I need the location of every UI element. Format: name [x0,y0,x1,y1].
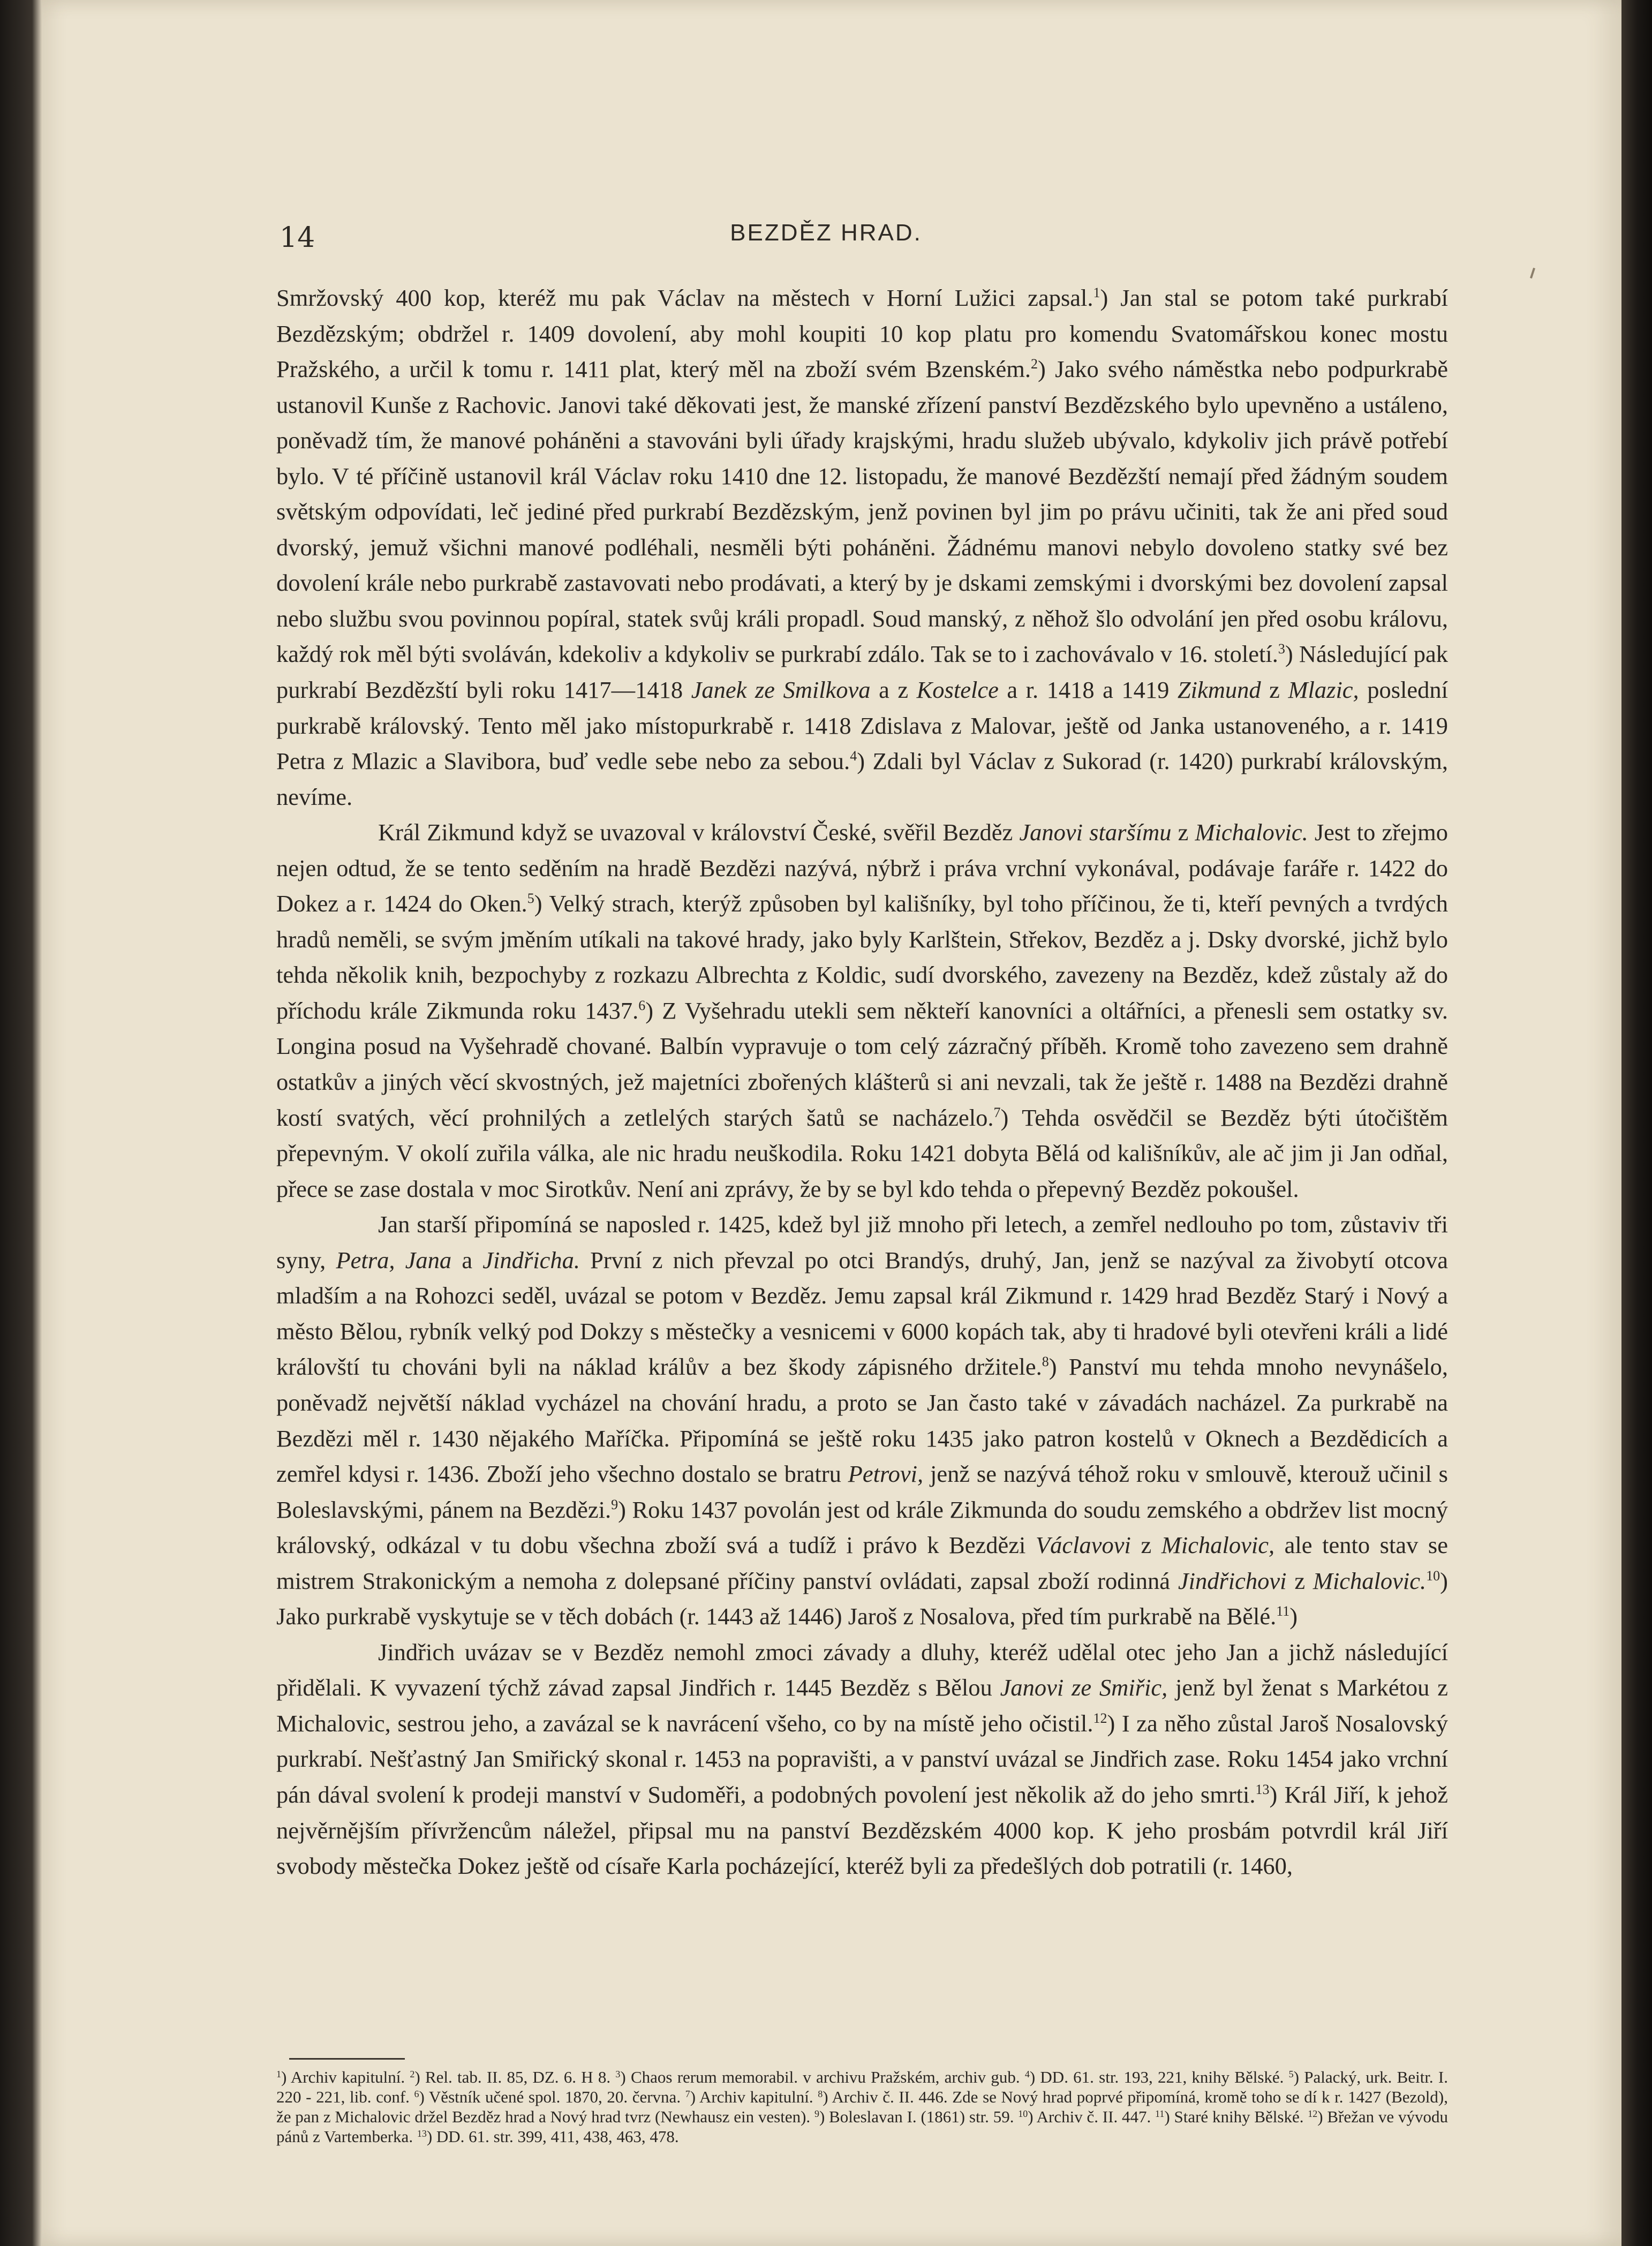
footnote-reference: 13 [417,2128,427,2139]
text-run: a [451,1246,483,1273]
footnote-divider [289,2058,405,2060]
text-run: z [1286,1567,1313,1594]
body-text [276,280,1448,1884]
text-run: ) Roku 1437 povolán jest od krále Zikmunda do soudu zemského a obdržev list mocný královský, odkázal v tu dobu všechna zboží svá a tudíž i právo k Bezdězi [276,1496,1448,1559]
footnotes [276,2067,1448,2146]
footnote-reference: 3 [1278,641,1285,657]
footnote-reference: 2 [1031,356,1038,372]
footnote-reference: 4 [850,748,857,764]
italic-name: Zikmund [1177,676,1261,704]
footnote-reference: 4 [1024,2069,1030,2079]
italic-name: Janovi ze Smiřic, [1000,1674,1168,1701]
text-run: ) Tehda osvědčil se Bezděz býti útočištěm přepevným. V okolí zuřila válka, ale nic hradu neuškodila. Roku 1421 dobyta Bělá od kališníkův, ale ač jim ji Jan odňal, přece se zase dostala v moc Sirotkův. Není ani zprávy, že by se byl kdo tehda o přepevný Bezděz pokoušel. [276,1104,1448,1202]
footnote-reference: 8 [818,2089,823,2099]
footnote-reference: 9 [814,2108,819,2119]
italic-name: Petrovi, [848,1460,924,1488]
text-run: ) Velký strach, kterýž způsoben byl kališníky, byl toho příčinou, že ti, kteří pevných a tvrdých hradů neměli, se svým jměním utíkali na takové hrady, jako byly Karlštein, Střekov, Bezděz a j. Dsky dvorské, jichž bylo tehda několik knih, bezpochyby z rozkazu Albrechta z Koldic, sudí dvorského, zavezeny na Bezděz, kdež zůstaly až do příchodu krále Zikmunda roku 1437. [276,890,1448,1024]
footnote-reference: 7 [685,2089,690,2099]
text-run: ) Jako svého náměstka nebo podpurkrabě ustanovil Kunše z Rachovic. Janovi také děkovati jest, že manské zřízení panství Bezdězského bylo upevněno a ustáleno, poněvadž tím, že manové poháněni a stavováni byli úřady krajskými, hradu služeb ubývalo, kdykoliv jich právě potřebí bylo. V té příčině ustanovil král Václav roku 1410 dne 12. listopadu, že manové Bezdězští nemají před žádným soudem světským odpovídati, leč jediné před purkrabí Bezdězským, jenž povinen byl jim po právu učiniti, tak že ani před soud dvorský, jemuž všichni manové podléhali, nesměli býti poháněni. Žádnému manovi nebylo dovoleno statky své bez dovolení krále nebo purkrabě zastavovati nebo prodávati, a který by je dskami zemskými i dvorskými bez dovolení zapsal nebo službu svou povinnou popíral, statek svůj králi propadl. Soud manský, z něhož šlo odvolání jen před osobu královu, každý rok měl býti svoláván, kdekoliv a kdykoliv se purkrabí zdálo. Tak se to i zachovávalo v 16. století. [276,356,1448,668]
footnote-reference: 5 [1288,2069,1294,2079]
text-run: ) Břežan ve vývodu pánů z Vartemberka. [276,2107,1448,2146]
italic-name: Petra, Jana [336,1246,452,1273]
page-number: 14 [280,222,315,254]
book-spine-edge [1621,0,1652,2246]
footnote-reference: 1 [276,2069,281,2079]
text-run: ) Panství mu tehda mnoho nevynášelo, poněvadž největší náklad vycházel na chování hradu, a proto se Jan často také v závadách nacházel. Za purkrabě na Bezdězi měl r. 1430 nějakého Maříčka. Připomíná se ještě roku 1435 jako patron kostelů v Oknech a Bezdědicích a zemřel kdysi r. 1436. Zboží jeho všechno dostalo se bratru [276,1353,1448,1488]
text-run: ) Následující pak purkrabí Bezdězští byli roku 1417—1418 [276,640,1448,704]
italic-name: Jindřicha. [482,1246,580,1273]
text-run: ) DD. 61. str. 193, 221, knihy Bělské. [1029,2068,1289,2086]
paragraph [276,280,1448,815]
italic-name: Janovi staršímu [1019,819,1172,846]
text-run: ) Archiv kapitulní. [690,2087,818,2106]
running-title: BEZDĚZ HRAD. [730,220,922,246]
text-run: poslední purkrabě královský. Tento měl jako místopurkrabě r. 1418 Zdislava z Malovar, ještě od Janka ustanoveného, a r. 1419 Petra z Mlazic a Slavibora, buď vedle sebe nebo za sebou. [276,676,1448,775]
footnote-reference: 2 [410,2069,415,2079]
text-run: ) Rel. tab. II. 85, DZ. 6. H 8. [414,2068,616,2086]
paragraph [276,1207,1448,1634]
text-run: Jest to zřejmo nejen odtud, že se tento seděním na hradě Bezdězi nazývá, nýbrž i práva vrchní vykonával, podávaje faráře r. 1422 do Dokez a r. 1424 do Oken. [276,819,1448,917]
text-run: ) Věstník učené spol. 1870, 20. června. [419,2087,685,2106]
paragraph [276,1634,1448,1884]
text-run: ) Chaos rerum memorabil. v archivu Pražském, archiv gub. [620,2068,1025,2086]
footnote-reference: 1 [1093,285,1100,300]
italic-name: Michalovic. [1195,819,1308,846]
footnote-reference: 12 [1308,2108,1318,2119]
text-run: ) [1289,1603,1298,1630]
italic-name: Michalovic, [1161,1532,1275,1559]
italic-name: Jindřichovi [1178,1567,1287,1594]
text-run: jenž byl ženat s Markétou z Michalovic, sestrou jeho, a zavázal se k navrácení všeho, co by na místě jeho očistil. [276,1674,1448,1737]
footnote-reference: 5 [527,891,534,907]
text-run: z [1171,819,1195,846]
text-run: Smržovský 400 kop, kteréž mu pak Václav na městech v Horní Lužici zapsal. [276,284,1093,311]
text-run: ) Král Jiří, k jehož nejvěrnějším přívržencům náležel, připsal mu na panství Bezdězském 4000 kop. K jeho prosbám potvrdil král Jiří svobody městečka Dokez ještě od císaře Karla pocházející, kteréž byli za předešlých dob potratili (r. 1460, [276,1781,1449,1880]
text-run: ) Boleslavan I. (1861) str. 59. [819,2107,1019,2126]
footnote-reference: 6 [638,997,646,1013]
text-run: ) Archiv č. II. 446. Zde se Nový hrad poprvé připomíná, kromě toho se dí k r. 1427 (Bezold), že pan z Michalovic držel Bezděz hrad a Nový hrad tvrz (Newhausz ein vesten). [276,2087,1448,2126]
footnote-reference: 6 [414,2089,419,2099]
footnote-reference: 11 [1276,1603,1290,1619]
text-run: První z nich převzal po otci Brandýs, druhý, Jan, jenž se nazýval za živobytí otcova mladším a na Rohozci seděl, uvázal se potom v Bezděz. Jemu zapsal král Zikmund r. 1429 hrad Bezděz Starý i Nový a město Bělou, rybník velký pod Dokzy s městečky a vesnicemi v 6000 kopách tak, aby ti hradové byli otevřeni králi a lidé královští tu chováni byli na náklad králův a bez škody zápisného držitele. [276,1246,1448,1381]
footnote-reference: 10 [1018,2108,1028,2119]
text-run: ) Z Vyšehradu utekli sem někteří kanovníci a oltářníci, a přenesli sem ostatky sv. Longina posud na Vyšehradě chované. Balbín vypravuje o tom celý zázračný příběh. Kromě toho zavezeno sem drahně ostatkův a jiných věcí skvostných, jež majetníci zbořených klášterů si ani nevzali, tak že ještě r. 1488 na Bezdězi drahně kostí svatých, věcí prohnilých a zetlelých starých šatů se nacházelo. [276,997,1448,1131]
footnote-reference: 10 [1426,1567,1440,1584]
footnote-reference: 11 [1155,2108,1165,2119]
text-run: Jan starší připomíná se naposled r. 1425, kdež byl již mnoho při letech, a zemřel nedlouho po tom, zůstaviv tři syny, [276,1211,1448,1273]
text-run: jenž se nazývá téhož roku v smlouvě, kterouž učinil s Boleslavskými, pánem na Bezdězi. [276,1460,1448,1523]
footnote-reference: 9 [611,1496,618,1512]
italic-name: Michalovic. [1312,1567,1427,1594]
italic-name: Janek ze Smilkova [691,676,871,704]
text-run: ale tento stav se mistrem Strakonickým a nemoha z dolepsané příčiny panství ovládati, zapsal zboží rodinná [276,1532,1448,1594]
footnote-reference: 8 [1042,1354,1049,1370]
text-run: ) Zdali byl Václav z Sukorad (r. 1420) purkrabí královským, nevíme. [276,748,1449,810]
text-run: z [1261,676,1288,704]
footnote-reference: 3 [615,2069,621,2079]
text-run: Král Zikmund když se uvazoval v království České, svěřil Bezděz [378,819,1020,846]
text-run: ) I za něho zůstal Jaroš Nosalovský purkrabí. Nešťastný Jan Smiřický skonal r. 1453 na popravišti, a v panství uvázal se Jindřich zase. Roku 1454 jako vrchní pán dával svolení k prodeji manství v Sudoměři, a podobných povolení jest několik až do jeho smrti. [276,1709,1449,1808]
text-run: a z [870,676,917,704]
text-run: ) Jan stal se potom také purkrabí Bezdězským; obdržel r. 1409 dovolení, aby mohl koupiti 10 kop platu pro komendu Svatomářskou konec mostu Pražského, a určil k tomu r. 1411 plat, který měl na zboží svém Bzenském. [276,284,1448,383]
italic-name: Václavovi [1035,1532,1131,1559]
text-run: ) Palacký, urk. Beitr. I. 220 - 221, lib. conf. [276,2068,1448,2106]
text-run: Jindřich uvázav se v Bezděz nemohl zmoci závady a dluhy, kteréž udělal otec jeho Jan a jichž následující přidělali. K vyvazení týchž závad zapsal Jindřich r. 1445 Bezděz s Bělou [276,1638,1448,1701]
page-header [0,214,1652,257]
italic-name: Mlazic, [1288,676,1359,704]
text-run: ) DD. 61. str. 399, 411, 438, 463, 478. [426,2127,679,2146]
text-run: ) Staré knihy Bělské. [1164,2107,1308,2126]
footnote-reference: 12 [1093,1710,1107,1726]
text-run: ) Archiv č. II. 447. [1028,2107,1156,2126]
paragraph [276,815,1448,1207]
text-run: z [1130,1532,1161,1559]
text-run: ) Archiv kapitulní. [281,2068,410,2086]
footnote-reference: 13 [1255,1781,1270,1797]
italic-name: Kostelce [916,676,999,704]
text-run: a r. 1418 a 1419 [998,676,1178,704]
text-run: ) Jako purkrabě vyskytuje se v těch dobách (r. 1443 až 1446) Jaroš z Nosalova, před tím purkrabě na Bělé. [276,1567,1448,1630]
footnote-reference: 7 [993,1104,1001,1120]
